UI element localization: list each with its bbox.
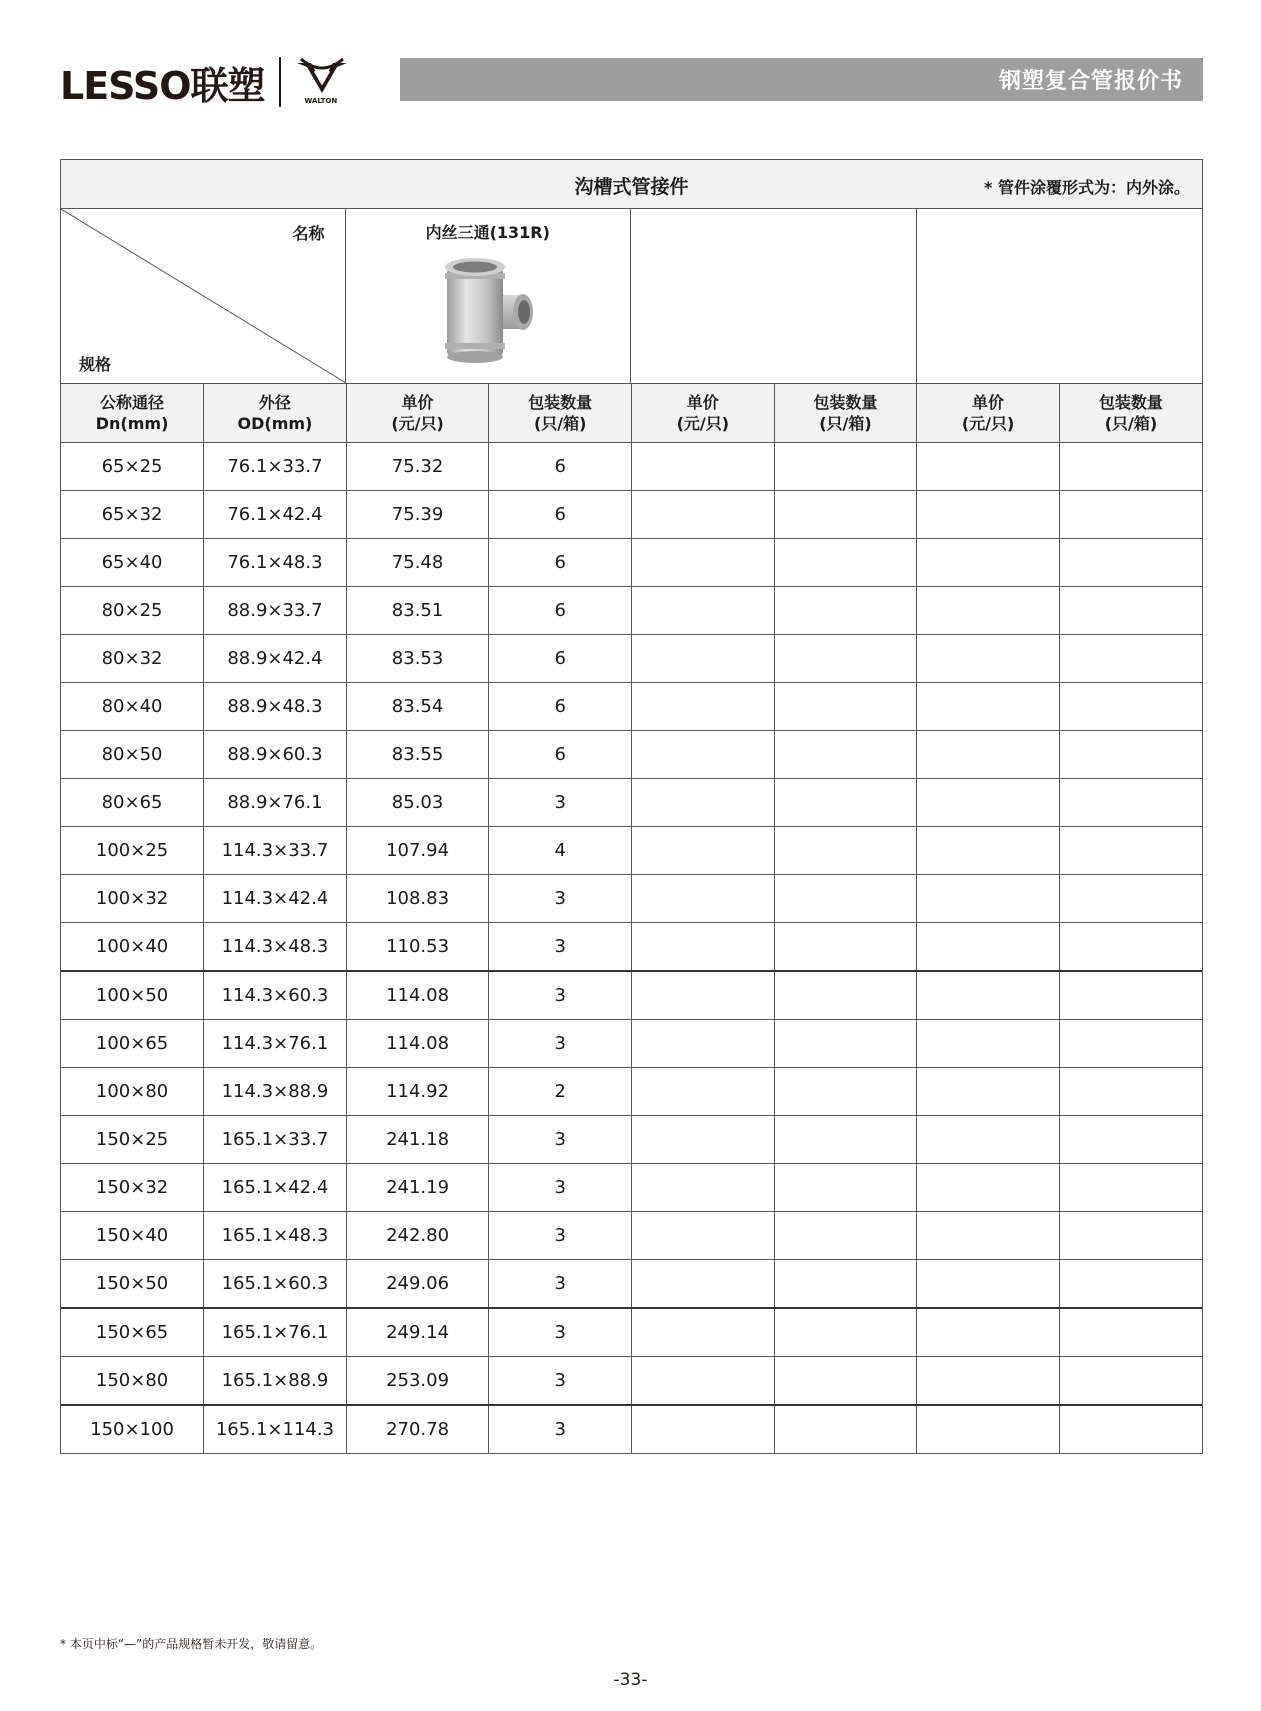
empty-cell	[1059, 1068, 1202, 1116]
empty-cell	[1059, 971, 1202, 1020]
empty-cell	[1059, 1164, 1202, 1212]
od-cell: 88.9×48.3	[204, 683, 347, 731]
od-cell: 76.1×42.4	[204, 491, 347, 539]
table-row	[61, 731, 1202, 779]
empty-cell	[1059, 1357, 1202, 1406]
column-header-qty-3: 包装数量 (只/箱)	[1059, 384, 1202, 443]
walton-logo	[293, 57, 351, 107]
empty-cell	[917, 923, 1060, 972]
dn-cell: 100×32	[61, 875, 204, 923]
table-row	[61, 1068, 1202, 1116]
empty-cell	[632, 1260, 775, 1309]
empty-cell	[917, 971, 1060, 1020]
price-grid	[61, 384, 1202, 1453]
od-cell: 165.1×33.7	[204, 1116, 347, 1164]
table-row	[61, 1020, 1202, 1068]
footnote: * 本页中标“—”的产品规格暂未开发，敬请留意。	[60, 1637, 323, 1651]
od-cell: 114.3×88.9	[204, 1068, 347, 1116]
od-cell: 165.1×60.3	[204, 1260, 347, 1309]
table-row	[61, 491, 1202, 539]
empty-cell	[1059, 491, 1202, 539]
empty-cell	[1059, 923, 1202, 972]
dn-cell: 80×32	[61, 635, 204, 683]
empty-cell	[774, 875, 917, 923]
table-row	[61, 683, 1202, 731]
corner-name-label: 名称	[292, 224, 325, 243]
empty-cell	[917, 731, 1060, 779]
table-row	[61, 923, 1202, 972]
empty-cell	[1059, 1116, 1202, 1164]
empty-cell	[774, 491, 917, 539]
qty-cell: 3	[489, 1405, 632, 1453]
qty-cell: 3	[489, 923, 632, 972]
qty-cell: 6	[489, 731, 632, 779]
empty-cell	[774, 1405, 917, 1453]
empty-cell	[632, 731, 775, 779]
empty-cell	[917, 587, 1060, 635]
price-cell: 242.80	[346, 1212, 489, 1260]
empty-cell	[774, 587, 917, 635]
header-bar	[400, 58, 1203, 101]
empty-cell	[917, 1164, 1060, 1212]
qty-cell: 3	[489, 1260, 632, 1309]
empty-cell	[632, 1357, 775, 1406]
empty-cell	[774, 539, 917, 587]
qty-cell: 4	[489, 827, 632, 875]
od-cell: 114.3×48.3	[204, 923, 347, 972]
table-row	[61, 1308, 1202, 1357]
corner-spec-label: 规格	[79, 355, 112, 374]
table-row	[61, 827, 1202, 875]
empty-cell	[774, 1212, 917, 1260]
product-name-1: 内丝三通(131R)	[425, 223, 550, 242]
empty-cell	[632, 779, 775, 827]
empty-cell	[632, 683, 775, 731]
table-row	[61, 443, 1202, 491]
price-cell: 114.92	[346, 1068, 489, 1116]
dn-cell: 100×80	[61, 1068, 204, 1116]
dn-cell: 65×25	[61, 443, 204, 491]
empty-cell	[1059, 827, 1202, 875]
table-row	[61, 779, 1202, 827]
empty-cell	[632, 587, 775, 635]
grooved-tee-fitting-image	[441, 257, 536, 365]
dn-cell: 80×65	[61, 779, 204, 827]
qty-cell: 6	[489, 443, 632, 491]
dn-cell: 100×40	[61, 923, 204, 972]
empty-cell	[1059, 1260, 1202, 1309]
empty-cell	[917, 1068, 1060, 1116]
empty-cell	[917, 1308, 1060, 1357]
empty-cell	[1059, 1020, 1202, 1068]
price-cell: 241.18	[346, 1116, 489, 1164]
empty-cell	[632, 1116, 775, 1164]
empty-cell	[632, 971, 775, 1020]
empty-cell	[1059, 539, 1202, 587]
qty-cell: 6	[489, 635, 632, 683]
empty-cell	[1059, 875, 1202, 923]
qty-cell: 6	[489, 587, 632, 635]
qty-cell: 3	[489, 1308, 632, 1357]
empty-cell	[917, 1116, 1060, 1164]
empty-cell	[632, 1068, 775, 1116]
empty-cell	[917, 683, 1060, 731]
brand-divider	[279, 57, 281, 107]
od-cell: 114.3×76.1	[204, 1020, 347, 1068]
empty-cell	[917, 1212, 1060, 1260]
qty-cell: 6	[489, 491, 632, 539]
price-cell: 85.03	[346, 779, 489, 827]
table-row	[61, 1357, 1202, 1406]
dn-cell: 150×65	[61, 1308, 204, 1357]
empty-cell	[632, 827, 775, 875]
dn-cell: 150×50	[61, 1260, 204, 1309]
od-cell: 165.1×76.1	[204, 1308, 347, 1357]
od-cell: 114.3×60.3	[204, 971, 347, 1020]
empty-cell	[917, 443, 1060, 491]
brand-name: LESSO联塑	[60, 63, 265, 108]
dn-cell: 80×25	[61, 587, 204, 635]
table-row	[61, 1405, 1202, 1453]
empty-cell	[917, 875, 1060, 923]
empty-cell	[632, 1212, 775, 1260]
qty-cell: 3	[489, 875, 632, 923]
column-header-dn: 公称通径 Dn(mm)	[61, 384, 204, 443]
empty-cell	[774, 635, 917, 683]
empty-cell	[632, 875, 775, 923]
empty-cell	[774, 971, 917, 1020]
empty-cell	[774, 779, 917, 827]
od-cell: 88.9×76.1	[204, 779, 347, 827]
price-cell: 114.08	[346, 1020, 489, 1068]
od-cell: 165.1×88.9	[204, 1357, 347, 1406]
column-header-od: 外径 OD(mm)	[204, 384, 347, 443]
od-cell: 76.1×33.7	[204, 443, 347, 491]
empty-cell	[1059, 683, 1202, 731]
price-cell: 83.54	[346, 683, 489, 731]
od-cell: 165.1×48.3	[204, 1212, 347, 1260]
table-row	[61, 587, 1202, 635]
column-header-qty-2: 包装数量 (只/箱)	[774, 384, 917, 443]
od-cell: 165.1×114.3	[204, 1405, 347, 1453]
od-cell: 114.3×33.7	[204, 827, 347, 875]
price-grid-body	[61, 443, 1202, 1454]
empty-cell	[1059, 587, 1202, 635]
dn-cell: 65×40	[61, 539, 204, 587]
empty-cell	[917, 1357, 1060, 1406]
empty-cell	[917, 491, 1060, 539]
empty-cell	[774, 1260, 917, 1309]
qty-cell: 3	[489, 971, 632, 1020]
od-cell: 88.9×60.3	[204, 731, 347, 779]
table-row	[61, 1212, 1202, 1260]
empty-cell	[774, 923, 917, 972]
price-cell: 83.53	[346, 635, 489, 683]
qty-cell: 3	[489, 779, 632, 827]
od-cell: 76.1×48.3	[204, 539, 347, 587]
qty-cell: 3	[489, 1164, 632, 1212]
empty-cell	[632, 1164, 775, 1212]
price-cell: 270.78	[346, 1405, 489, 1453]
price-cell: 107.94	[346, 827, 489, 875]
empty-cell	[917, 827, 1060, 875]
price-cell: 110.53	[346, 923, 489, 972]
table-row	[61, 1164, 1202, 1212]
table-row	[61, 1116, 1202, 1164]
qty-cell: 3	[489, 1212, 632, 1260]
empty-cell	[774, 731, 917, 779]
column-header-price-1: 单价 (元/只)	[346, 384, 489, 443]
table-row	[61, 875, 1202, 923]
qty-cell: 2	[489, 1068, 632, 1116]
price-cell: 249.14	[346, 1308, 489, 1357]
table-row	[61, 971, 1202, 1020]
walton-wordmark: WALTON	[304, 97, 338, 105]
qty-cell: 6	[489, 539, 632, 587]
empty-cell	[632, 635, 775, 683]
empty-cell	[774, 1308, 917, 1357]
dn-cell: 150×32	[61, 1164, 204, 1212]
column-header-row	[61, 384, 1202, 443]
column-header-qty-1: 包装数量 (只/箱)	[489, 384, 632, 443]
product-cell-3	[917, 209, 1203, 383]
price-cell: 253.09	[346, 1357, 489, 1406]
empty-cell	[1059, 635, 1202, 683]
empty-cell	[1059, 731, 1202, 779]
column-header-price-3: 单价 (元/只)	[917, 384, 1060, 443]
price-cell: 114.08	[346, 971, 489, 1020]
empty-cell	[917, 779, 1060, 827]
empty-cell	[774, 683, 917, 731]
empty-cell	[632, 923, 775, 972]
dn-cell: 150×80	[61, 1357, 204, 1406]
price-cell: 83.51	[346, 587, 489, 635]
price-cell: 249.06	[346, 1260, 489, 1309]
qty-cell: 6	[489, 683, 632, 731]
price-cell: 75.32	[346, 443, 489, 491]
qty-cell: 3	[489, 1020, 632, 1068]
dn-cell: 80×40	[61, 683, 204, 731]
empty-cell	[774, 827, 917, 875]
empty-cell	[1059, 779, 1202, 827]
table-row	[61, 1260, 1202, 1309]
empty-cell	[917, 1020, 1060, 1068]
od-cell: 165.1×42.4	[204, 1164, 347, 1212]
empty-cell	[774, 1020, 917, 1068]
empty-cell	[917, 539, 1060, 587]
walton-emblem-icon	[293, 57, 351, 99]
dn-cell: 100×50	[61, 971, 204, 1020]
dn-cell: 150×40	[61, 1212, 204, 1260]
empty-cell	[632, 1020, 775, 1068]
dn-cell: 80×50	[61, 731, 204, 779]
table-caption	[61, 160, 1202, 209]
price-cell: 75.48	[346, 539, 489, 587]
empty-cell	[1059, 1212, 1202, 1260]
dn-cell: 150×25	[61, 1116, 204, 1164]
column-header-price-2: 单价 (元/只)	[632, 384, 775, 443]
empty-cell	[632, 491, 775, 539]
empty-cell	[1059, 443, 1202, 491]
od-cell: 88.9×33.7	[204, 587, 347, 635]
empty-cell	[774, 1357, 917, 1406]
table-row	[61, 539, 1202, 587]
empty-cell	[632, 443, 775, 491]
empty-cell	[774, 1164, 917, 1212]
price-cell: 241.19	[346, 1164, 489, 1212]
empty-cell	[774, 1116, 917, 1164]
product-cell-2	[631, 209, 917, 383]
qty-cell: 3	[489, 1357, 632, 1406]
empty-cell	[917, 635, 1060, 683]
brand-logo	[60, 58, 351, 106]
dn-cell: 65×32	[61, 491, 204, 539]
product-header-row	[61, 209, 1202, 384]
product-cell-1	[346, 209, 632, 383]
empty-cell	[774, 1068, 917, 1116]
empty-cell	[632, 1308, 775, 1357]
dn-cell: 150×100	[61, 1405, 204, 1453]
empty-cell	[917, 1260, 1060, 1309]
od-cell: 88.9×42.4	[204, 635, 347, 683]
od-cell: 114.3×42.4	[204, 875, 347, 923]
price-table	[60, 159, 1203, 1454]
empty-cell	[632, 1405, 775, 1453]
dn-cell: 100×25	[61, 827, 204, 875]
empty-cell	[917, 1405, 1060, 1453]
price-cell: 108.83	[346, 875, 489, 923]
dn-cell: 100×65	[61, 1020, 204, 1068]
empty-cell	[774, 443, 917, 491]
document-title: 钢塑复合管报价书	[998, 69, 1183, 94]
price-cell: 83.55	[346, 731, 489, 779]
table-title: 沟槽式管接件	[574, 176, 689, 198]
empty-cell	[1059, 1405, 1202, 1453]
empty-cell	[1059, 1308, 1202, 1357]
qty-cell: 3	[489, 1116, 632, 1164]
empty-cell	[632, 539, 775, 587]
page-number: -33-	[613, 1670, 648, 1690]
corner-header-cell	[61, 209, 346, 383]
table-row	[61, 635, 1202, 683]
coating-note: * 管件涂覆形式为：内外涂。	[984, 178, 1190, 197]
price-cell: 75.39	[346, 491, 489, 539]
